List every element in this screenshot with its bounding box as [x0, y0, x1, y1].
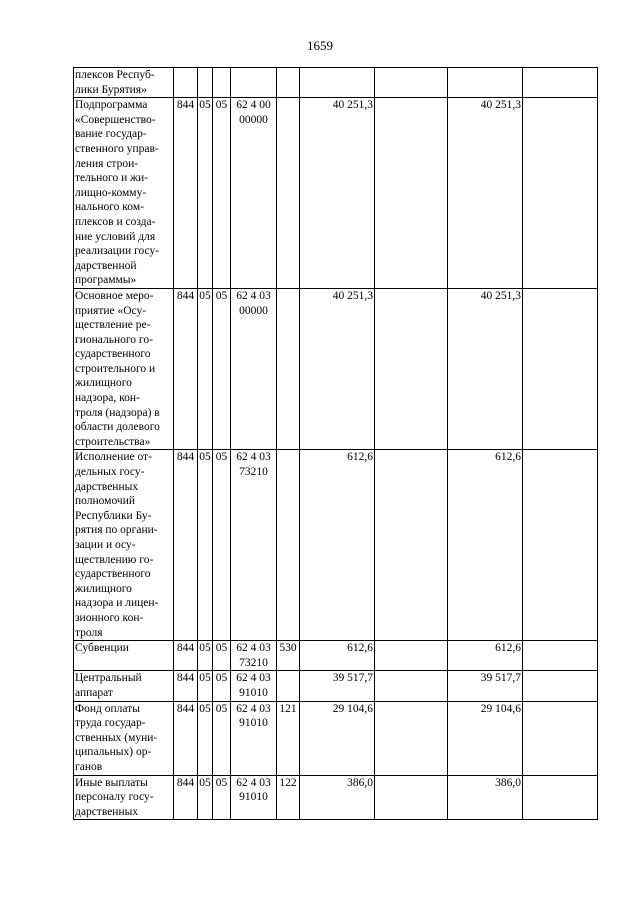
amount-cell — [448, 450, 523, 641]
subsection-cell — [213, 641, 231, 671]
table-row — [74, 450, 598, 641]
section-cell — [198, 68, 213, 98]
subsection-text: 05 — [215, 702, 228, 715]
expense-type-text: 121 — [279, 702, 297, 715]
grbs-cell — [174, 288, 198, 450]
subsection-cell — [213, 288, 231, 450]
amount-cell — [375, 450, 448, 641]
target-article-cell — [231, 671, 277, 701]
amount-cell — [375, 775, 448, 820]
name-text: Фонд оплаты труда государ- ственных (муни- ципальных) ор- ганов — [75, 702, 158, 773]
subsection-text: 05 — [215, 672, 228, 685]
section-cell — [198, 288, 213, 450]
name-cell — [74, 98, 174, 289]
subsection-text: 05 — [215, 289, 228, 302]
amount-cell — [523, 641, 598, 671]
expense-type-cell — [277, 450, 300, 641]
amount-cell — [300, 641, 375, 671]
expense-type-text: 122 — [279, 776, 297, 789]
target-article-cell — [231, 68, 277, 98]
amount-text: 40 251,3 — [480, 289, 521, 302]
amount-cell — [375, 288, 448, 450]
name-text: Основное меро- приятие «Осу- ществление ре- гионального го- сударственного строительного и жилищного надзора, кон- троля (надзора) в области долевого строительства» — [75, 289, 160, 448]
amount-cell — [300, 775, 375, 820]
grbs-cell — [174, 450, 198, 641]
amount-cell — [300, 450, 375, 641]
section-text: 05 — [199, 99, 211, 112]
amount-cell — [448, 68, 523, 98]
name-cell — [74, 288, 174, 450]
name-text: Подпрограмма «Совершенство- вание государ- ственного управ- ления строи- тельного и жи- лищно-комму- нального ком- плексов и созда- ние условий для реализации госу- дарственной программы» — [75, 99, 160, 287]
target-article-cell — [231, 288, 277, 450]
amount-text: 612,6 — [347, 451, 373, 464]
name-text: Центральный аппарат — [75, 672, 142, 699]
target-article-cell — [231, 775, 277, 820]
amount-text: 40 251,3 — [332, 99, 373, 112]
table-row — [74, 641, 598, 671]
section-cell — [198, 98, 213, 289]
amount-cell — [523, 775, 598, 820]
name-cell — [74, 450, 174, 641]
subsection-cell — [213, 98, 231, 289]
target-article-cell — [231, 98, 277, 289]
target-article-text: 62 4 03 91010 — [236, 776, 271, 804]
amount-cell — [523, 671, 598, 701]
amount-cell — [300, 671, 375, 701]
subsection-text: 05 — [215, 642, 228, 655]
subsection-cell — [213, 701, 231, 775]
table-body — [74, 68, 598, 820]
amount-cell — [448, 671, 523, 701]
target-article-cell — [231, 701, 277, 775]
amount-text: 612,6 — [495, 642, 521, 655]
section-text: 05 — [199, 451, 211, 464]
subsection-cell — [213, 68, 231, 98]
grbs-text: 844 — [176, 776, 195, 789]
amount-cell — [300, 288, 375, 450]
grbs-cell — [174, 68, 198, 98]
grbs-cell — [174, 641, 198, 671]
target-article-text: 62 4 03 73210 — [236, 451, 271, 479]
name-text: Субвенции — [75, 642, 129, 655]
amount-cell — [375, 641, 448, 671]
section-text: 05 — [199, 289, 211, 302]
expense-type-text: 530 — [279, 642, 297, 655]
subsection-cell — [213, 450, 231, 641]
expense-type-cell — [277, 701, 300, 775]
amount-cell — [523, 68, 598, 98]
name-text: плексов Респуб- лики Бурятия» — [75, 69, 155, 96]
section-text: 05 — [199, 702, 211, 715]
amount-text: 40 251,3 — [480, 99, 521, 112]
page-number: 1659 — [307, 38, 333, 53]
target-article-text: 62 4 03 73210 — [236, 642, 271, 669]
section-cell — [198, 701, 213, 775]
section-cell — [198, 775, 213, 820]
amount-text: 612,6 — [495, 451, 521, 464]
section-text: 05 — [199, 642, 211, 655]
grbs-cell — [174, 98, 198, 289]
expense-type-cell — [277, 98, 300, 289]
amount-cell — [375, 701, 448, 775]
amount-text: 386,0 — [495, 776, 521, 789]
table-row — [74, 288, 598, 450]
amount-text: 39 517,7 — [480, 672, 521, 685]
grbs-text: 844 — [176, 289, 195, 302]
amount-cell — [300, 701, 375, 775]
amount-cell — [523, 98, 598, 289]
name-cell — [74, 701, 174, 775]
subsection-text: 05 — [215, 776, 228, 789]
name-text: Иные выплаты персоналу госу- дарственных — [75, 776, 154, 818]
name-text: Исполнение от- дельных госу- дарственных полномочий Республики Бу- рятия по органи- зации и осу- ществлению го- сударственного жилищного надзора и лицен- зионного кон- троля — [75, 451, 159, 639]
expense-type-cell — [277, 641, 300, 671]
section-cell — [198, 671, 213, 701]
amount-cell — [300, 68, 375, 98]
section-cell — [198, 641, 213, 671]
grbs-text: 844 — [176, 642, 195, 655]
table-row — [74, 98, 598, 289]
section-cell — [198, 450, 213, 641]
amount-cell — [300, 98, 375, 289]
section-text: 05 — [199, 672, 211, 685]
expense-type-cell — [277, 775, 300, 820]
name-cell — [74, 775, 174, 820]
amount-text: 40 251,3 — [332, 289, 373, 302]
subsection-text: 05 — [215, 99, 228, 112]
expense-type-cell — [277, 671, 300, 701]
amount-cell — [448, 98, 523, 289]
table-row — [74, 671, 598, 701]
target-article-text: 62 4 03 00000 — [236, 289, 271, 317]
grbs-cell — [174, 775, 198, 820]
amount-text: 612,6 — [347, 642, 373, 655]
amount-cell — [448, 701, 523, 775]
target-article-text: 62 4 03 91010 — [236, 702, 271, 730]
table-row — [74, 775, 598, 820]
grbs-cell — [174, 701, 198, 775]
expense-type-cell — [277, 288, 300, 450]
amount-cell — [523, 450, 598, 641]
amount-text: 29 104,6 — [332, 702, 373, 715]
table-row — [74, 701, 598, 775]
grbs-text: 844 — [176, 451, 195, 464]
table-row — [74, 68, 598, 98]
amount-text: 29 104,6 — [480, 702, 521, 715]
target-article-cell — [231, 641, 277, 671]
amount-cell — [448, 288, 523, 450]
amount-cell — [523, 701, 598, 775]
section-text: 05 — [199, 776, 211, 789]
amount-cell — [523, 288, 598, 450]
amount-text: 386,0 — [347, 776, 373, 789]
expense-type-cell — [277, 68, 300, 98]
name-cell — [74, 641, 174, 671]
grbs-cell — [174, 671, 198, 701]
budget-table — [73, 67, 598, 820]
target-article-cell — [231, 450, 277, 641]
amount-cell — [448, 641, 523, 671]
subsection-cell — [213, 671, 231, 701]
name-cell — [74, 68, 174, 98]
amount-cell — [375, 98, 448, 289]
grbs-text: 844 — [176, 99, 195, 112]
target-article-text: 62 4 03 91010 — [236, 672, 271, 699]
subsection-text: 05 — [215, 451, 228, 464]
amount-cell — [375, 68, 448, 98]
subsection-cell — [213, 775, 231, 820]
grbs-text: 844 — [176, 702, 195, 715]
name-cell — [74, 671, 174, 701]
amount-cell — [448, 775, 523, 820]
grbs-text: 844 — [176, 672, 195, 685]
amount-cell — [375, 671, 448, 701]
amount-text: 39 517,7 — [332, 672, 373, 685]
target-article-text: 62 4 00 00000 — [236, 99, 271, 126]
